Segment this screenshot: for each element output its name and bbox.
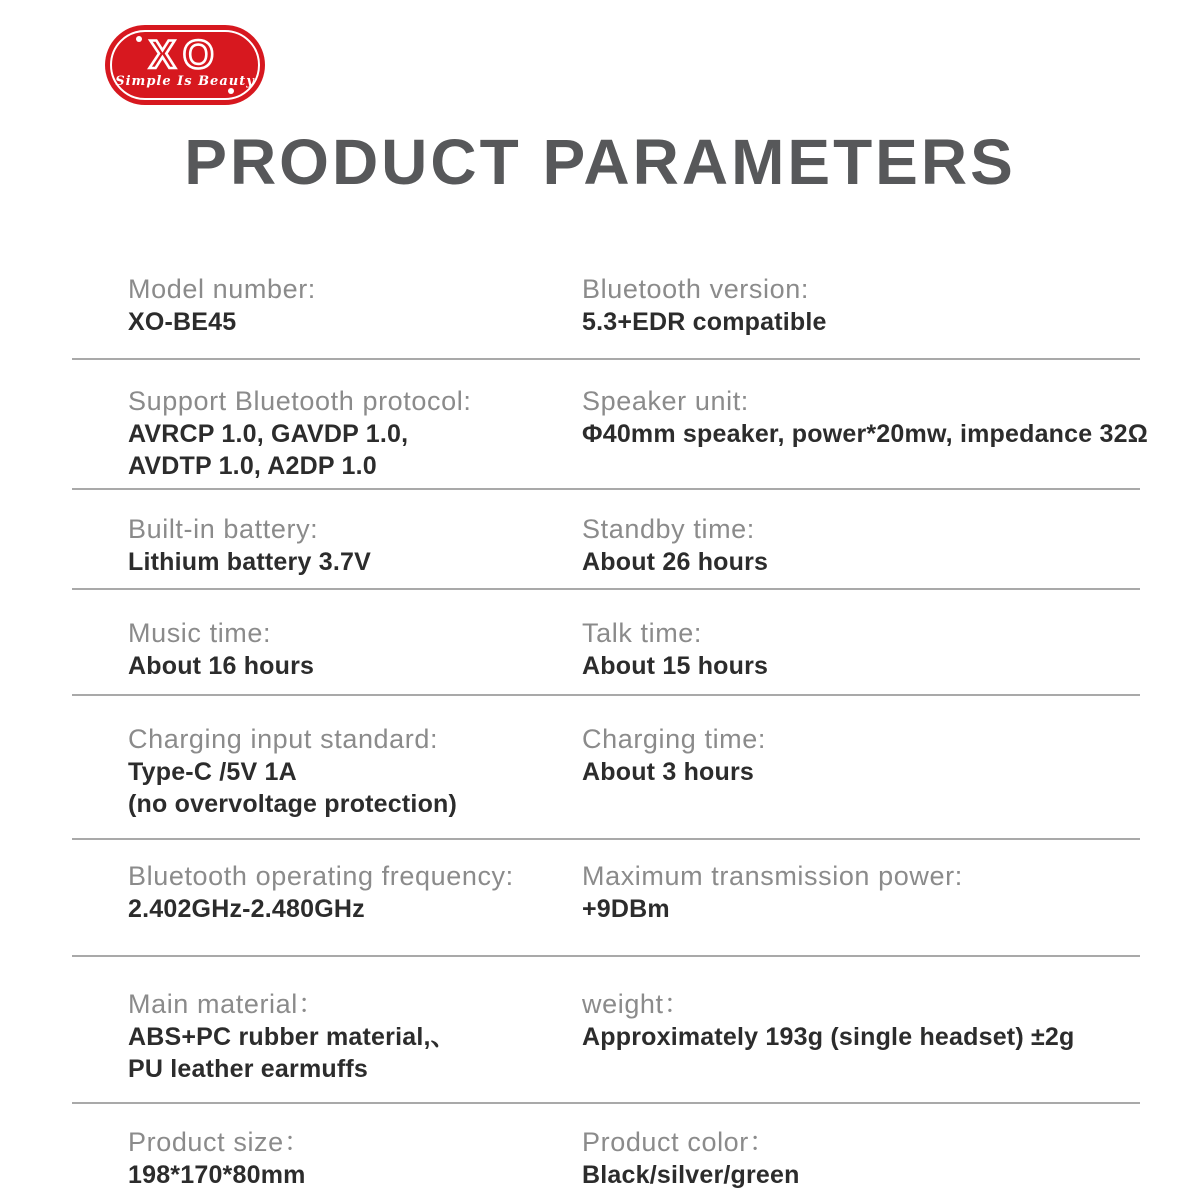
spec-value: PU leather earmuffs (128, 1055, 368, 1083)
spec-label: Speaker unit: (582, 386, 749, 416)
spec-label: Support Bluetooth protocol: (128, 386, 472, 416)
spec-cell-model-number (72, 272, 582, 358)
logo-tagline: Simple Is Beauty (115, 74, 255, 89)
spec-value: About 15 hours (582, 652, 769, 680)
spec-cell-bluetooth-protocol (72, 384, 582, 488)
spec-cell-music-time (72, 616, 582, 694)
spec-cell-talk-time (582, 616, 1140, 694)
spec-value: (no overvoltage protection) (128, 790, 458, 818)
spec-label: Model number: (128, 274, 316, 304)
spec-cell-speaker-unit (582, 384, 1148, 488)
page-title: PRODUCT PARAMETERS (184, 126, 1016, 198)
spec-label: Main material： (128, 989, 326, 1019)
spec-label: Maximum transmission power: (582, 861, 963, 891)
spec-cell-charging-input (72, 722, 582, 838)
spec-row-size-color (72, 1104, 1140, 1200)
spec-label: Product color： (582, 1127, 777, 1157)
spec-label: weight： (582, 989, 692, 1019)
spec-value: Black/silver/green (582, 1161, 800, 1189)
spec-row-model-bluetooth (72, 262, 1140, 360)
spec-value: 198*170*80mm (128, 1161, 306, 1189)
spec-label: Charging time: (582, 724, 766, 754)
spec-label: Product size： (128, 1127, 312, 1157)
spec-row-battery-standby (72, 490, 1140, 590)
spec-label: Music time: (128, 618, 272, 648)
spec-value: ABS+PC rubber material,、 (128, 1023, 456, 1051)
spec-cell-standby-time (582, 512, 1140, 588)
spec-label: Bluetooth operating frequency: (128, 861, 514, 891)
spec-table (72, 262, 1148, 1200)
spec-row-material-weight (72, 957, 1140, 1104)
logo-brand-text: XO (149, 34, 221, 74)
spec-value: AVDTP 1.0, A2DP 1.0 (128, 452, 377, 480)
spec-value: XO-BE45 (128, 308, 237, 336)
spec-cell-product-size (72, 1125, 582, 1200)
logo-brand-mark (105, 34, 265, 74)
spec-row-music-talk (72, 590, 1140, 696)
spec-label: Talk time: (582, 618, 703, 648)
spec-cell-transmission-power (582, 859, 1140, 955)
spec-value: About 26 hours (582, 548, 769, 576)
brand-logo (105, 25, 265, 105)
spec-value: About 3 hours (582, 758, 755, 786)
spec-label: Charging input standard: (128, 724, 439, 754)
spec-value: AVRCP 1.0, GAVDP 1.0, (128, 420, 409, 448)
spec-cell-bluetooth-version (582, 272, 1140, 358)
spec-label: Bluetooth version: (582, 274, 809, 304)
spec-row-frequency-power (72, 840, 1140, 957)
spec-cell-operating-frequency (72, 859, 582, 955)
spec-value: Lithium battery 3.7V (128, 548, 371, 576)
spec-value: 2.402GHz-2.480GHz (128, 895, 365, 923)
spec-row-charging (72, 696, 1140, 840)
spec-value: Φ40mm speaker, power*20mw, impedance 32Ω (582, 420, 1148, 448)
spec-cell-product-color (582, 1125, 1140, 1200)
spec-value: About 16 hours (128, 652, 315, 680)
spec-cell-charging-time (582, 722, 1140, 838)
spec-label: Built-in battery: (128, 514, 319, 544)
spec-value: 5.3+EDR compatible (582, 308, 827, 336)
spec-row-protocol-speaker (72, 360, 1148, 490)
spec-value: Approximately 193g (single headset) ±2g (582, 1023, 1075, 1051)
spec-label: Standby time: (582, 514, 755, 544)
spec-cell-main-material (72, 987, 582, 1102)
spec-cell-weight (582, 987, 1140, 1102)
spec-value: Type-C /5V 1A (128, 758, 297, 786)
spec-value: +9DBm (582, 895, 670, 923)
spec-cell-built-in-battery (72, 512, 582, 588)
